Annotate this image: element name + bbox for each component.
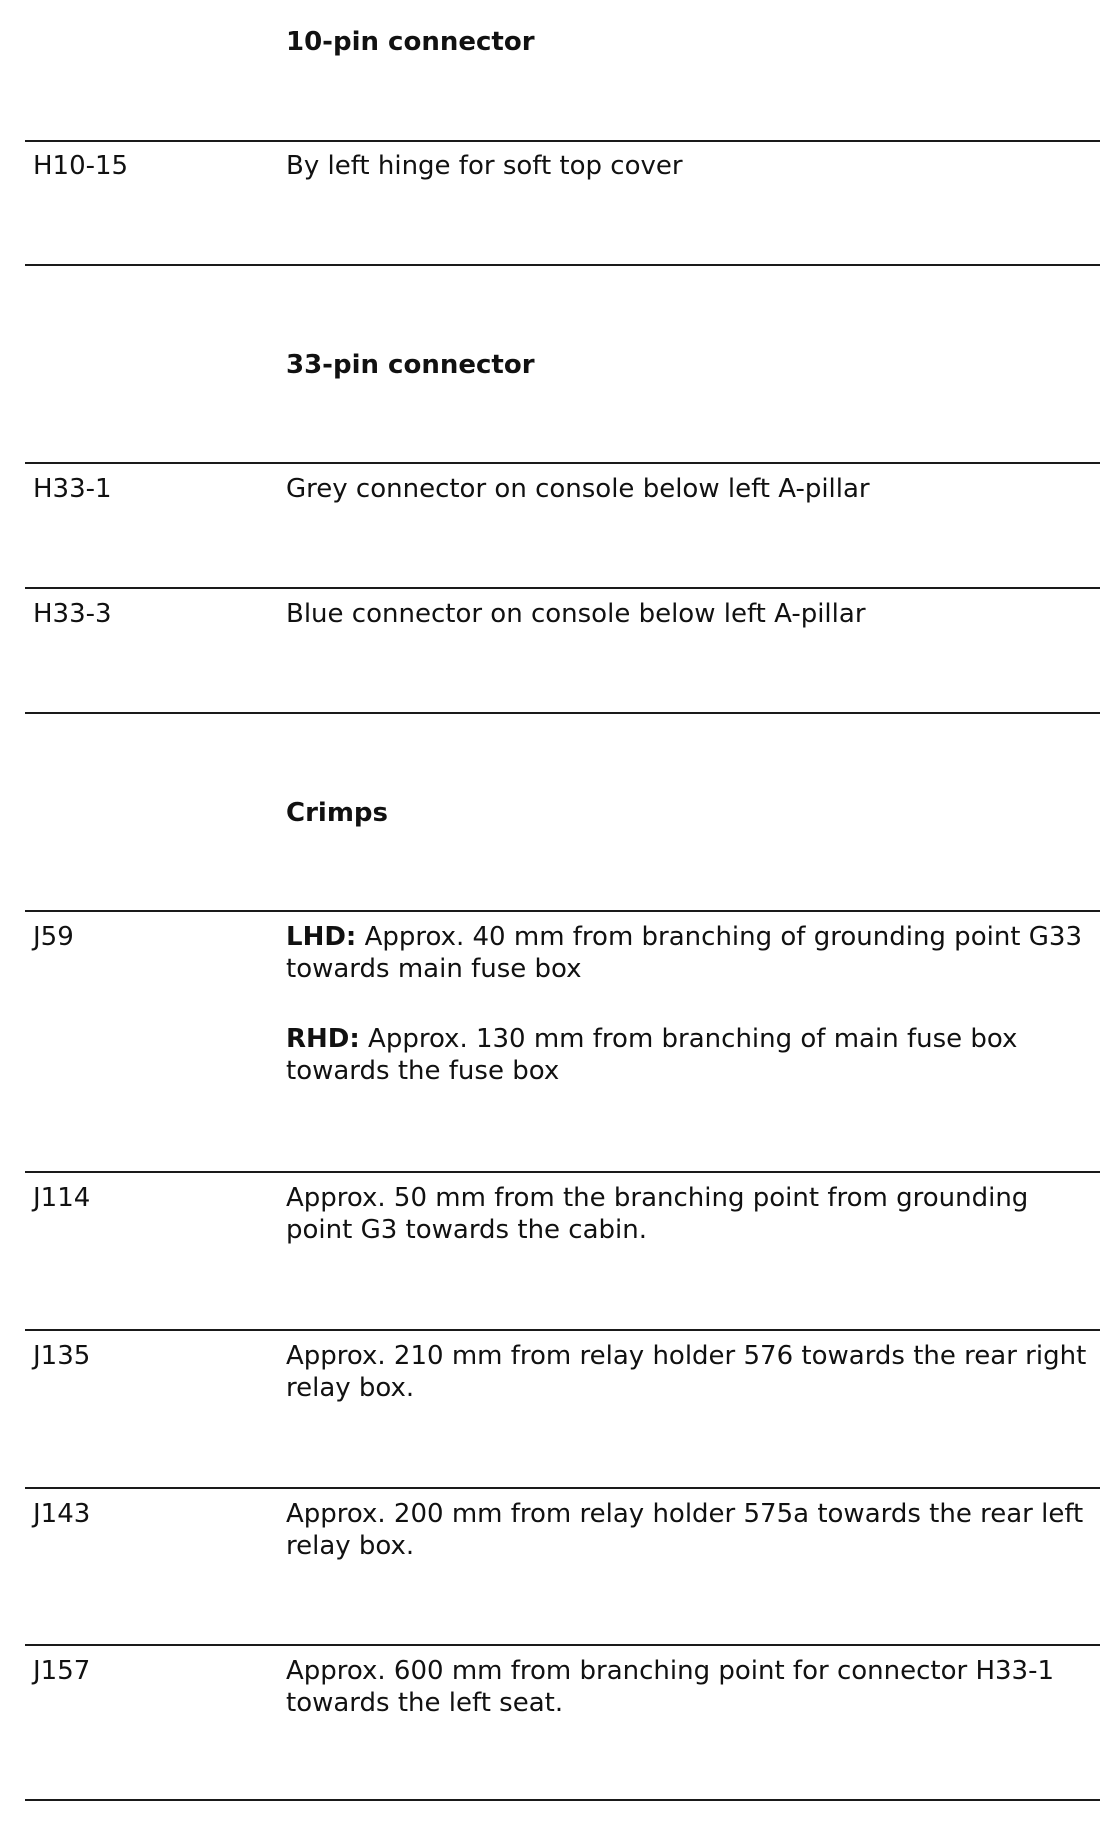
row-divider — [25, 1799, 1100, 1801]
row-divider — [25, 1329, 1100, 1331]
description-text: Blue connector on console below left A-pillar — [286, 599, 866, 629]
description-text: Approx. 600 mm from branching point for connector H33-1 towards the left seat. — [286, 1656, 1055, 1718]
lhd-text: Approx. 40 mm from branching of grounding point G33 towards main fuse box — [286, 922, 1082, 984]
lhd-label: LHD: — [286, 922, 357, 952]
row-description — [286, 473, 1096, 505]
rhd-label: RHD: — [286, 1024, 360, 1054]
row-code: J157 — [33, 1656, 91, 1686]
row-divider — [25, 712, 1100, 714]
row-divider — [25, 140, 1100, 142]
row-divider — [25, 587, 1100, 589]
row-description — [286, 1182, 1096, 1246]
description-text: Approx. 200 mm from relay holder 575a towards the rear left relay box. — [286, 1499, 1084, 1561]
row-code: J135 — [33, 1341, 91, 1371]
row-code: J143 — [33, 1499, 91, 1529]
lhd-paragraph — [286, 921, 1096, 985]
rhd-paragraph — [286, 1023, 1096, 1087]
row-description — [286, 150, 1096, 182]
row-divider — [25, 1171, 1100, 1173]
row-code: H10-15 — [33, 151, 129, 181]
row-description — [286, 1340, 1096, 1404]
row-code: H33-3 — [33, 599, 112, 629]
row-divider — [25, 1487, 1100, 1489]
row-code: H33-1 — [33, 474, 112, 504]
description-text: Approx. 50 mm from the branching point from grounding point G3 towards the cabin. — [286, 1183, 1029, 1245]
row-description — [286, 598, 1096, 630]
description-text: Grey connector on console below left A-pillar — [286, 474, 870, 504]
row-description — [286, 1498, 1096, 1562]
rhd-text: Approx. 130 mm from branching of main fuse box towards the fuse box — [286, 1024, 1018, 1086]
row-divider — [25, 910, 1100, 912]
row-code: J59 — [33, 922, 74, 952]
section-heading-10-pin: 10-pin connector — [286, 27, 535, 57]
row-description — [286, 921, 1096, 1087]
section-heading-33-pin: 33-pin connector — [286, 350, 535, 380]
row-code: J114 — [33, 1183, 91, 1213]
section-heading-crimps: Crimps — [286, 798, 388, 828]
row-divider — [25, 264, 1100, 266]
description-text: By left hinge for soft top cover — [286, 151, 683, 181]
description-text: Approx. 210 mm from relay holder 576 towards the rear right relay box. — [286, 1341, 1087, 1403]
row-divider — [25, 462, 1100, 464]
row-description — [286, 1655, 1096, 1719]
row-divider — [25, 1644, 1100, 1646]
